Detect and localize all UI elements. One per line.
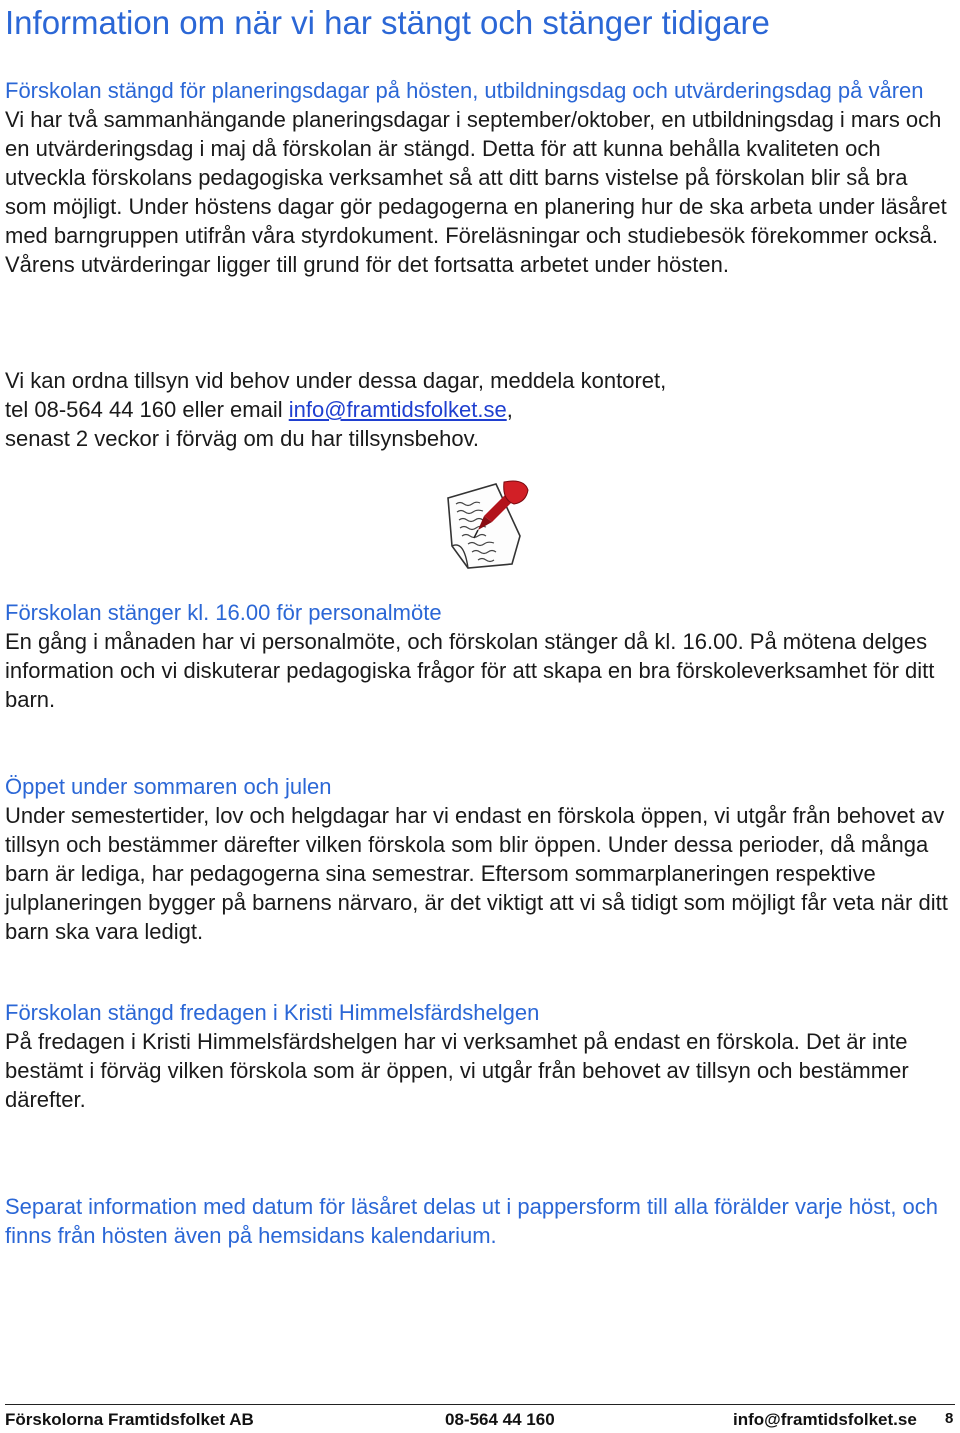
email-link[interactable]: info@framtidsfolket.se <box>288 397 507 422</box>
section-staff-meeting <box>5 598 955 714</box>
footer-phone: 08-564 44 160 <box>445 1410 555 1429</box>
section-heading: Förskolan stängd fredagen i Kristi Himmelsfärdshelgen <box>5 1000 540 1025</box>
section-body: En gång i månaden har vi personalmöte, och förskolan stänger då kl. 16.00. På mötena delges information och vi diskuterar pedagogiska frågor för att skapa en bra förskoleverksamhet för ditt barn. <box>5 629 935 712</box>
schedule-note: Separat information med datum för läsåret delas ut i pappersform till alla förälder varje höst, och finns från hösten även på hemsidans kalendarium. <box>5 1194 939 1248</box>
contact-line-1: Vi kan ordna tillsyn vid behov under dessa dagar, meddela kontoret, <box>5 368 667 393</box>
contact-info <box>5 366 955 453</box>
section-heading: Öppet under sommaren och julen <box>5 774 332 799</box>
section-body: Under semestertider, lov och helgdagar har vi endast en förskola öppen, vi utgår från behovet av tillsyn och bestämmer därefter vilken förskola som blir öppen. Under dessa perioder, då många barn är lediga, har pedagogerna sina semestrar. Eftersom sommarplaneringen respektive julplaneringen bygger på barnens närvaro, är det viktigt att vi så tidigt som möjligt får veta när ditt barn ska vara ledigt. <box>5 803 948 944</box>
contact-line-2-suffix: , <box>506 397 513 422</box>
page-number: 8 <box>945 1410 954 1427</box>
footer-company: Förskolorna Framtidsfolket AB <box>5 1410 254 1429</box>
section-body: På fredagen i Kristi Himmelsfärdshelgen har vi verksamhet på endast en förskola. Det är inte bestämt i förväg vilken förskola som är öppen, vi utgår från behovet av tillsyn och bestämmer därefter. <box>5 1029 909 1112</box>
section-heading: Förskolan stängd för planeringsdagar på hösten, utbildningsdag och utvärderingsdag på våren <box>5 78 924 103</box>
section-heading: Förskolan stänger kl. 16.00 för personalmöte <box>5 600 442 625</box>
contact-line-2 <box>5 395 955 424</box>
section-planning-days <box>5 76 955 279</box>
page-footer <box>5 1404 955 1433</box>
footer-email: info@framtidsfolket.se <box>733 1410 917 1429</box>
section-body: Vi har två sammanhängande planeringsdagar i september/oktober, en utbildningsdag i mars och en utvärderingsdag i maj då förskolan är stängd. Detta för att kunna behålla kvaliteten och utveckla förskolans pedagogiska verksamhet så att ditt barns vistelse på förskolan blir så bra som möjligt. Under höstens dagar gör pedagogerna en planering hur de ska arbeta under läsåret med barngruppen utifrån våra styrdokument. Föreläsningar och studiebesök förekommer också. Vårens utvärderingar ligger till grund för det fortsatta arbetet under hösten. <box>5 107 947 277</box>
contact-phone-text: tel 08-564 44 160 eller email <box>5 397 289 422</box>
quill-pen-on-paper-icon <box>438 476 536 572</box>
section-ascension <box>5 998 955 1114</box>
page-title: Information om när vi har stängt och stänger tidigare <box>5 4 770 41</box>
contact-line-3: senast 2 veckor i förväg om du har tillsynsbehov. <box>5 426 480 451</box>
section-summer-christmas <box>5 772 955 946</box>
